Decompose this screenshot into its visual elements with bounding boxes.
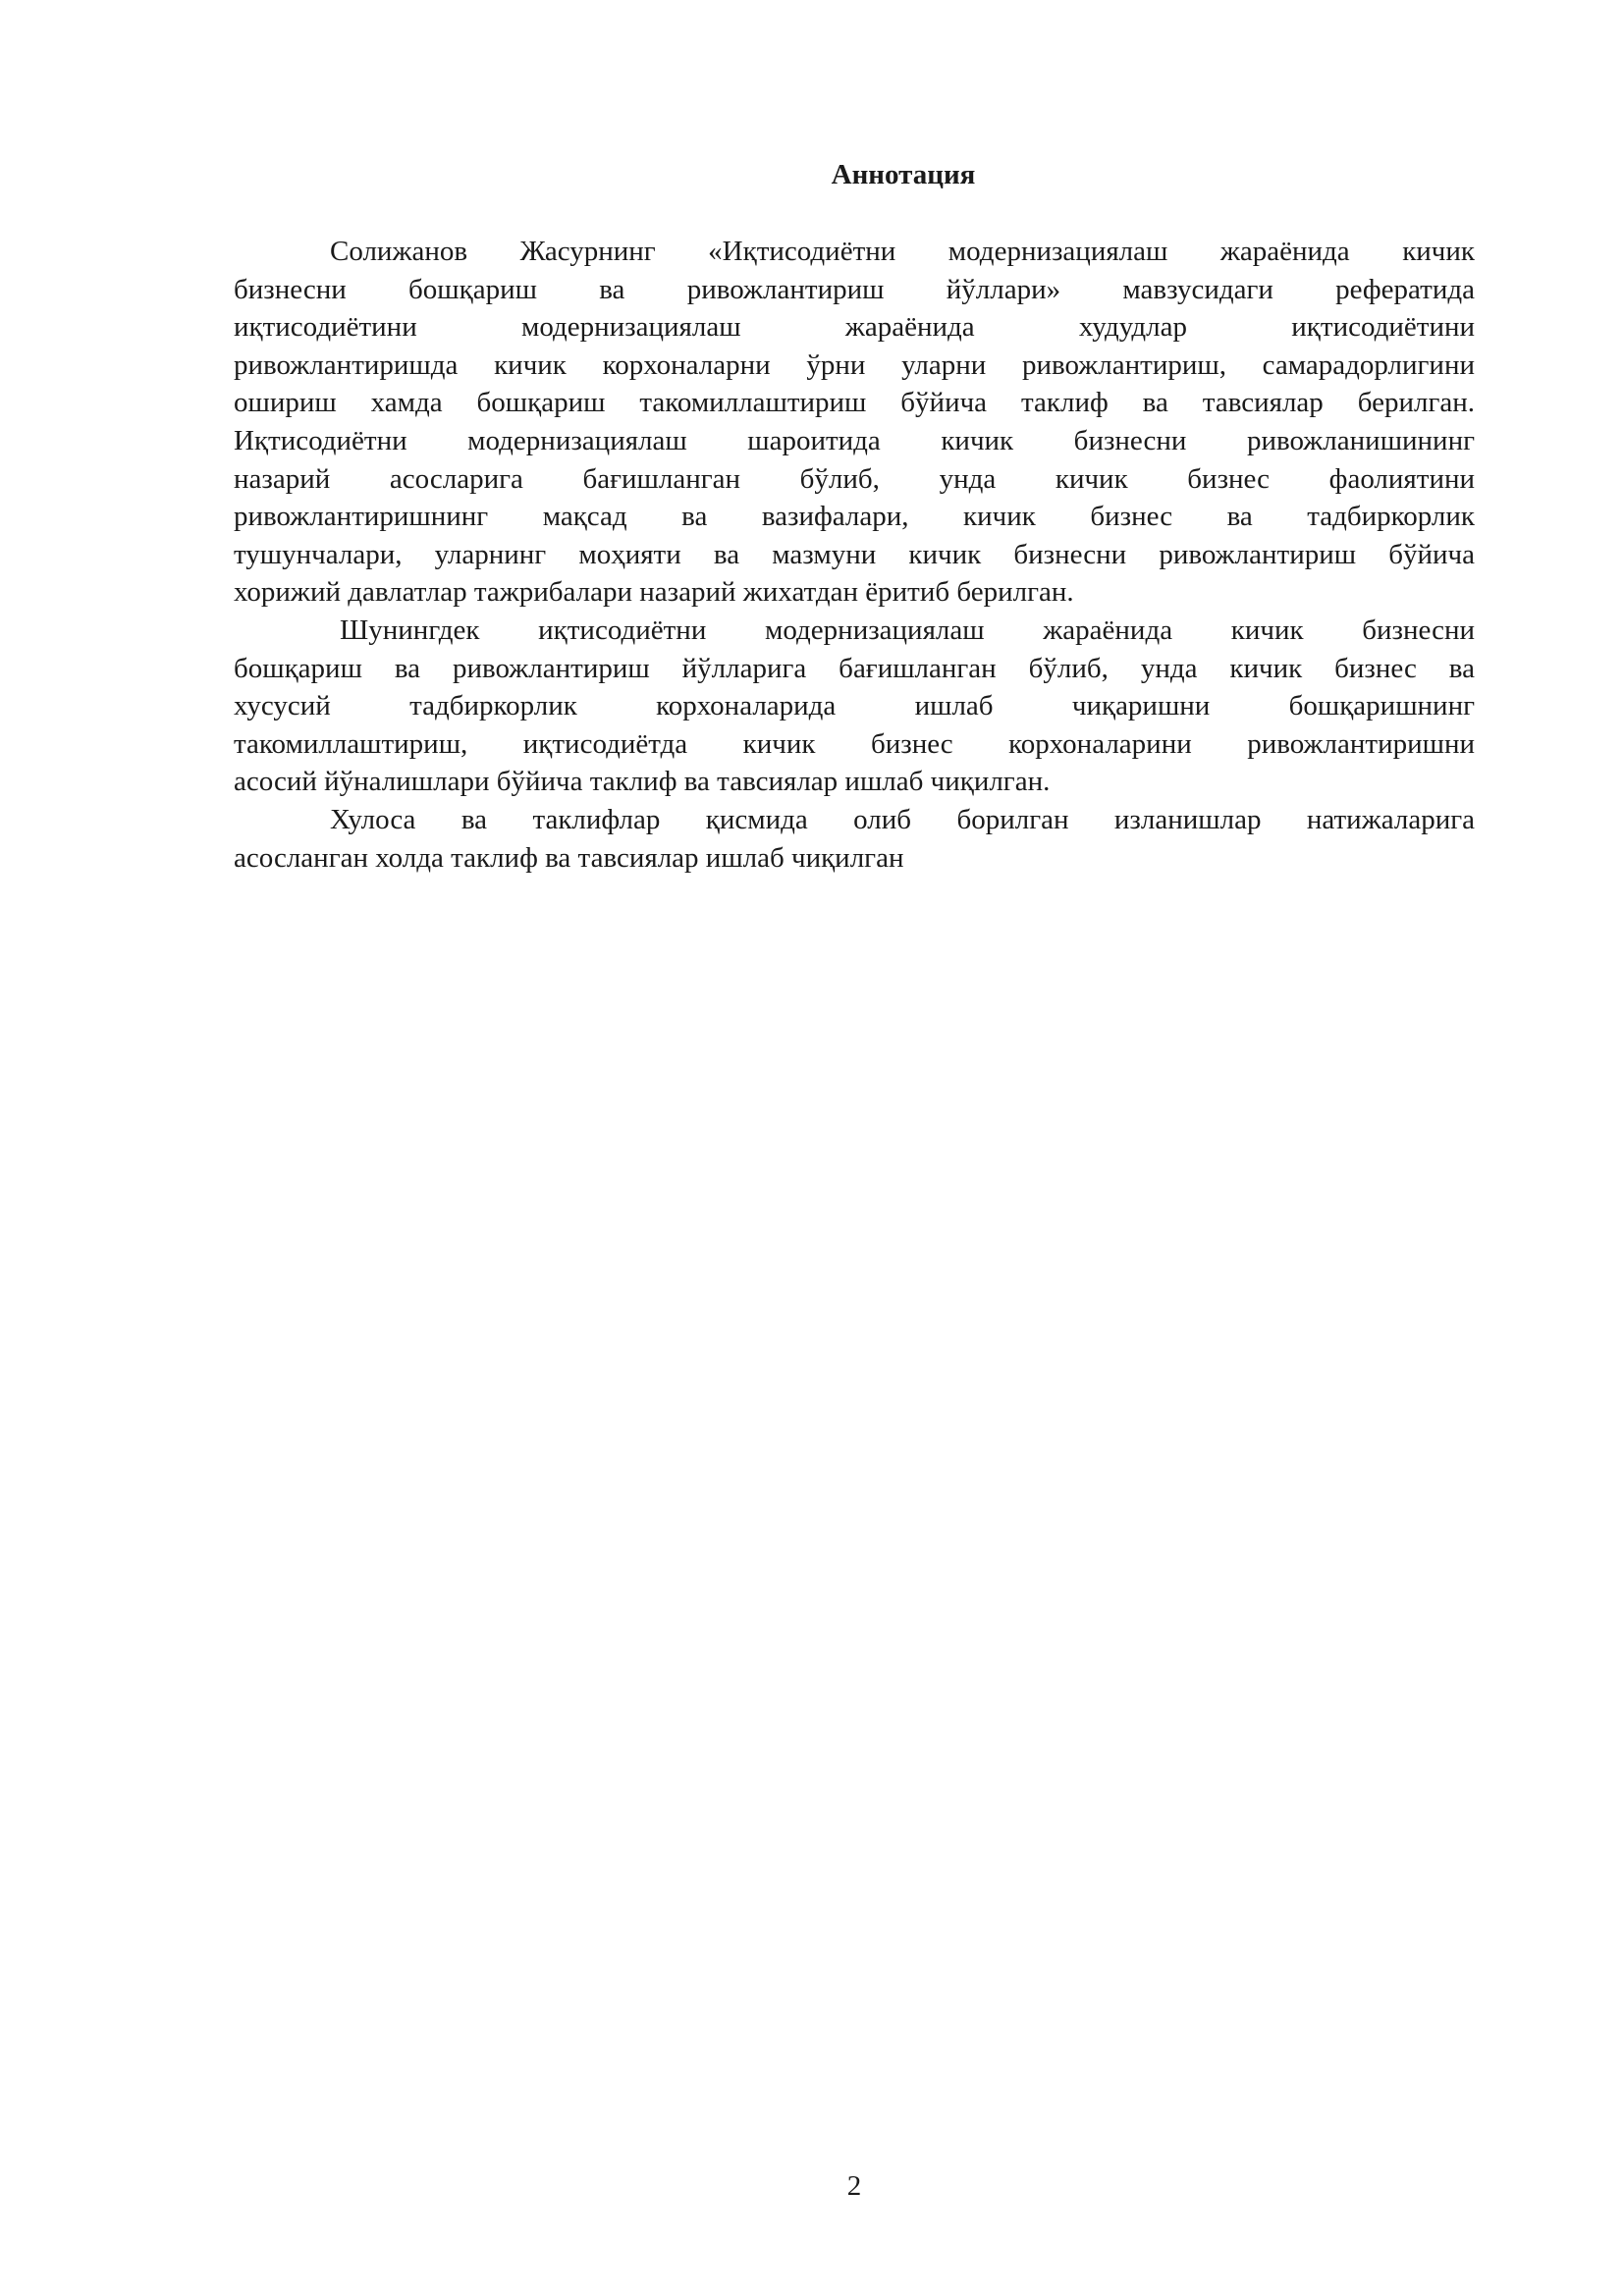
text-line: хусусий тадбиркорлик корхоналарида ишлаб чиқаришни бошқаришнинг bbox=[234, 690, 1475, 722]
page-title: Аннотация bbox=[831, 159, 976, 190]
text-line: Хулоса ва таклифлар қисмида олиб борилган изланишлар натижаларига bbox=[330, 803, 1475, 835]
text-line: хорижий давлатлар тажрибалари назарий жихатдан ёритиб берилган. bbox=[234, 576, 1074, 609]
text-line: асосланган холда таклиф ва тавсиялар ишлаб чиқилган bbox=[234, 841, 904, 874]
annotation-body bbox=[234, 233, 1475, 877]
paragraph-1 bbox=[234, 233, 1475, 612]
text-line: такомиллаштириш, иқтисодиётда кичик бизнес корхоналарини ривожлантиришни bbox=[234, 727, 1475, 760]
text-line: Солижанов Жасурнинг «Иқтисодиётни модернизациялаш жараёнида кичик bbox=[330, 236, 1475, 267]
text-line: асосий йўналишлари бўйича таклиф ва тавсиялар ишлаб чиқилган. bbox=[234, 766, 1051, 798]
text-line: Шунингдек иқтисодиётни модернизациялаш жараёнида кичик бизнесни bbox=[340, 614, 1475, 646]
text-line: ошириш хамда бошқариш такомиллаштириш бўйича таклиф ва тавсиялар берилган. bbox=[234, 387, 1475, 419]
text-line: Иқтисодиётни модернизациялаш шароитида кичик бизнесни ривожланишининг bbox=[234, 424, 1475, 456]
text-line: бошқариш ва ривожлантириш йўлларига бағишланган бўлиб, унда кичик бизнес ва bbox=[234, 652, 1475, 684]
text-line: бизнесни бошқариш ва ривожлантириш йўллари» мавзусидаги рефератида bbox=[234, 273, 1475, 305]
page-number: 2 bbox=[846, 2170, 862, 2202]
paragraph-2 bbox=[234, 612, 1475, 801]
paragraph-3 bbox=[234, 801, 1475, 877]
text-line: иқтисодиётини модернизациялаш жараёнида худудлар иқтисодиётини bbox=[234, 311, 1475, 344]
text-line: тушунчалари, уларнинг моҳияти ва мазмуни кичик бизнесни ривожлантириш бўйича bbox=[234, 538, 1475, 570]
text-line: ривожлантиришнинг мақсад ва вазифалари, кичик бизнес ва тадбиркорлик bbox=[234, 501, 1475, 533]
text-line: назарий асосларига бағишланган бўлиб, унда кичик бизнес фаолиятини bbox=[234, 462, 1475, 495]
text-line: ривожлантиришда кичик корхоналарни ўрни уларни ривожлантириш, самарадорлигини bbox=[234, 348, 1475, 381]
